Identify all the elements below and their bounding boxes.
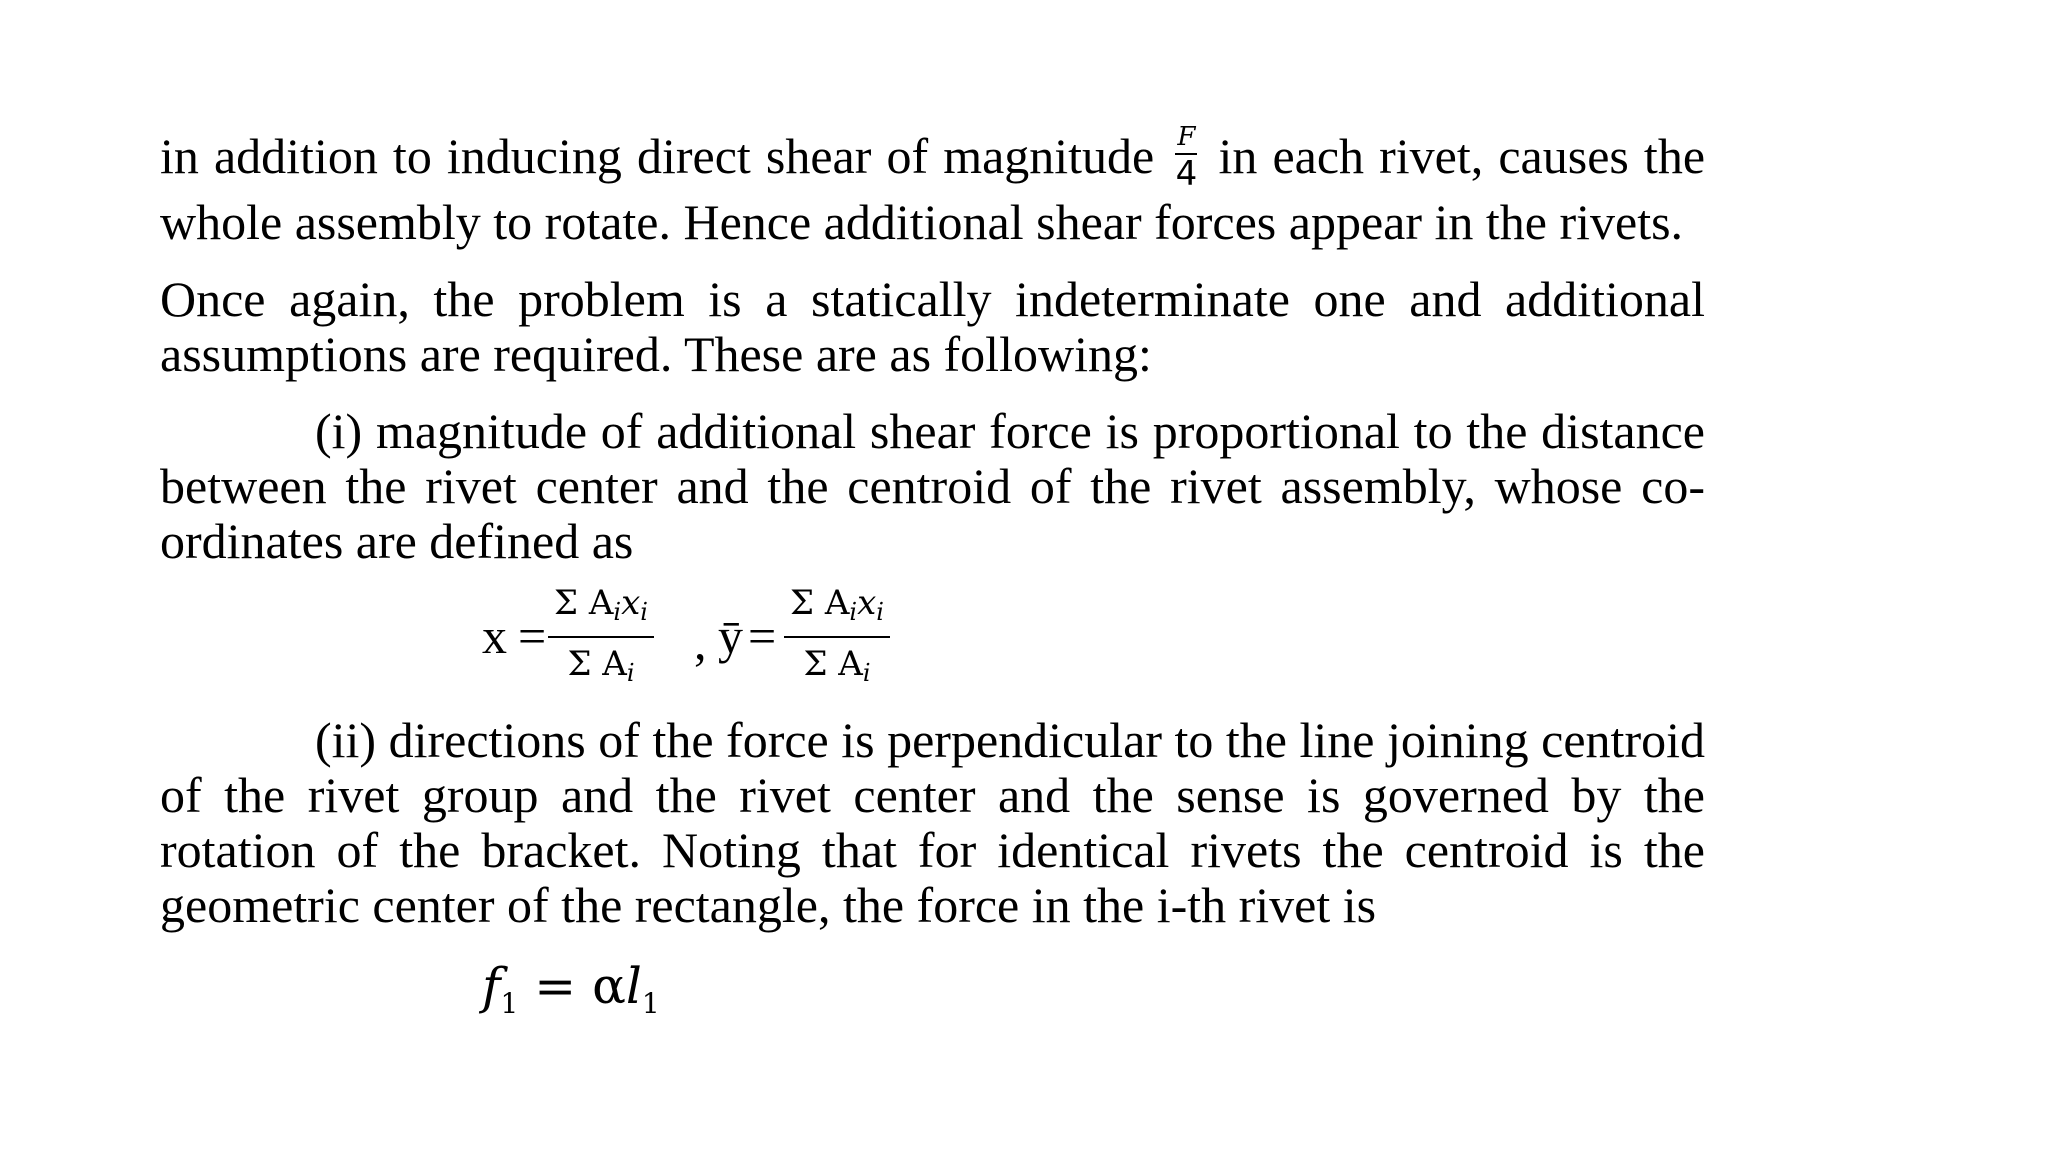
- equals-sign-1: =: [518, 608, 547, 664]
- subscript-i: i: [862, 659, 871, 687]
- subscript-i: i: [876, 598, 884, 626]
- force-symbol: f: [482, 957, 501, 1015]
- variable-x: x: [857, 583, 877, 623]
- fraction-numerator: F: [1175, 124, 1197, 155]
- paragraph-text-before-fraction: in addition to inducing direct shear of magnitude: [160, 127, 1155, 184]
- paragraph-rotation-intro: [160, 122, 1706, 250]
- centroid-y-numerator: [784, 583, 890, 638]
- force-equals-sign: =: [534, 957, 577, 1015]
- equals-sign-2: =: [748, 608, 777, 664]
- centroid-y-denominator: [784, 638, 890, 693]
- centroid-equation: [482, 583, 1705, 691]
- denominator-sum-a: Σ A: [567, 644, 627, 684]
- assumption-i: (i) magnitude of additional shear force is proportional to the distance between the rivet center and the centroid of the rivet assembly, whose co-ordinates are defined as: [160, 403, 1705, 569]
- separator-comma: ,: [694, 614, 707, 670]
- centroid-y-fraction: [784, 583, 890, 693]
- subscript-i: i: [626, 659, 635, 687]
- centroid-x-label: x: [482, 608, 507, 664]
- subscript-i: i: [640, 598, 648, 626]
- subscript-i: i: [849, 598, 858, 626]
- centroid-x-numerator: [548, 583, 654, 638]
- assumption-ii: (ii) directions of the force is perpendicular to the line joining centroid of the rivet group and the rivet center and the sense is governed by the rotation of the bracket. Noting that for identical rivets the centroid is the geometric center of the rectangle, the force in the i-th rivet is: [160, 712, 1705, 933]
- fraction-denominator: 4: [1175, 154, 1198, 194]
- numerator-sum-a: Σ A: [554, 583, 614, 623]
- alpha-symbol: α: [592, 957, 626, 1015]
- fraction-f-over-4: [1175, 122, 1198, 194]
- paragraph-text-after-fraction: in each rivet, causes the whole assembly to rotate. Hence additional shear forces appear in the rivets.: [160, 127, 1706, 250]
- length-symbol: l: [625, 957, 642, 1015]
- centroid-x-denominator: [548, 638, 654, 693]
- variable-x: x: [621, 583, 641, 623]
- force-equation: [482, 957, 1705, 1021]
- denominator-sum-a: Σ A: [803, 644, 863, 684]
- force-subscript: 1: [500, 987, 519, 1020]
- paragraph-assumptions-intro: Once again, the problem is a statically indeterminate one and additional assumptions are required. These are as following:: [160, 271, 1705, 382]
- length-subscript: 1: [641, 987, 660, 1020]
- centroid-x-fraction: [548, 583, 654, 693]
- numerator-sum-a: Σ A: [790, 583, 850, 623]
- centroid-y-label: ȳ: [718, 608, 743, 664]
- subscript-i: i: [613, 598, 622, 626]
- document-body: [160, 122, 1706, 1021]
